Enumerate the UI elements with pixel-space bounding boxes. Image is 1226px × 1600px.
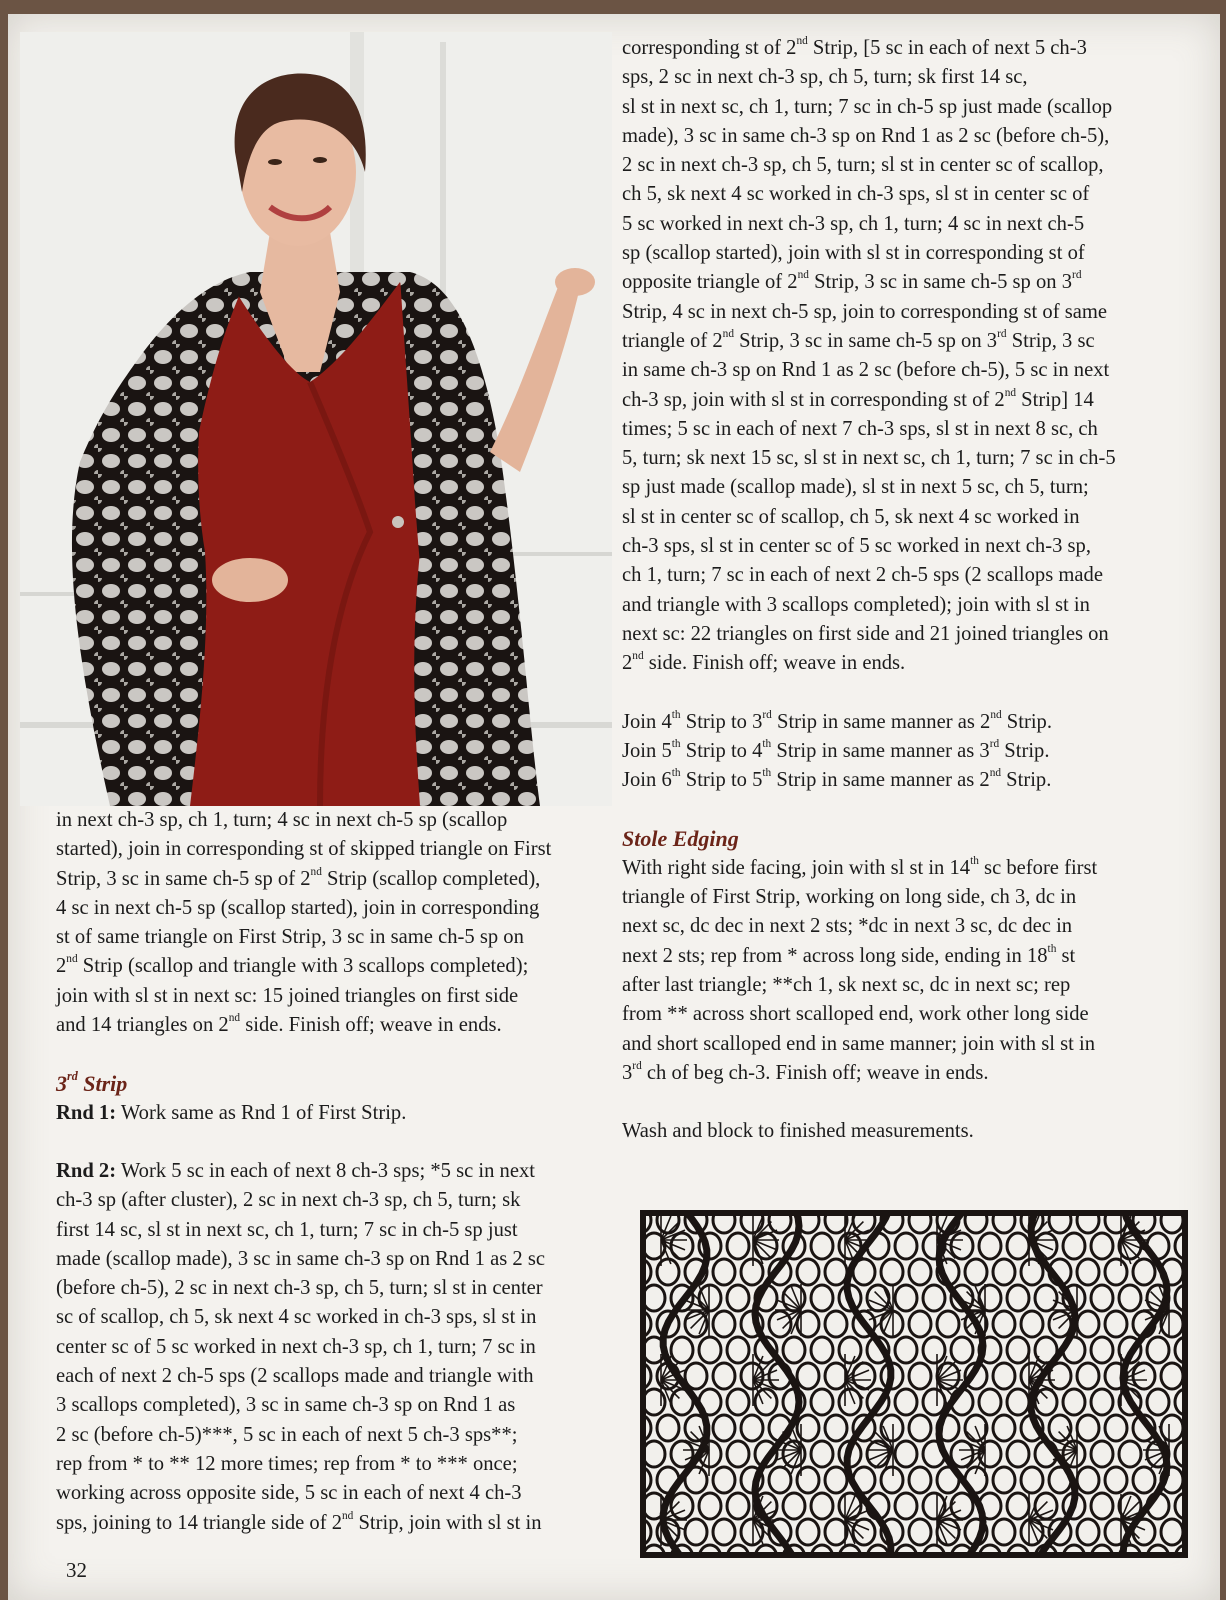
text-line: (before ch-5), 2 sc in next ch-3 sp, ch 5, turn; sl st in center bbox=[56, 1277, 543, 1300]
text-line: ch 5, sk next 4 sc worked in ch-3 sps, sl st in center sc of bbox=[622, 183, 1090, 206]
text-line: sps, joining to 14 triangle side of 2nd Strip, join with sl st in bbox=[56, 1509, 542, 1534]
page-number: 32 bbox=[66, 1558, 87, 1582]
text-line: With right side facing, join with sl st in 14th sc before first bbox=[622, 854, 1098, 879]
text-line: next sc, dc dec in next 2 sts; *dc in next 3 sc, dc dec in bbox=[622, 915, 1073, 938]
text-line: made (scallop made), 3 sc in same ch-3 sp on Rnd 1 as 2 sc bbox=[56, 1247, 545, 1270]
left-column bbox=[56, 806, 616, 1538]
text-line: in same ch-3 sp on Rnd 1 as 2 sc (before ch-5), 5 sc in next bbox=[622, 359, 1110, 382]
text-line: sc of scallop, ch 5, sk next 4 sc worked in ch-3 sps, sl st in bbox=[56, 1306, 537, 1329]
text-line: after last triangle; **ch 1, sk next sc, dc in next sc; rep bbox=[622, 973, 1071, 996]
text-line: sl st in next sc, ch 1, turn; 7 sc in ch-5 sp just made (scallop bbox=[622, 95, 1113, 118]
lace-swatch-photo bbox=[640, 1210, 1188, 1558]
text-line: made), 3 sc in same ch-3 sp on Rnd 1 as 2 sc (before ch-5), bbox=[622, 124, 1110, 147]
text-line: corresponding st of 2nd Strip, [5 sc in each of next 5 ch-3 bbox=[622, 34, 1087, 59]
text-line: 2 sc in next ch-3 sp, ch 5, turn; sl st in center sc of scallop, bbox=[622, 154, 1104, 177]
text-line: Strip, 3 sc in same ch-5 sp of 2nd Strip (scallop completed), bbox=[56, 865, 541, 890]
text-line: Strip, 4 sc in next ch-5 sp, join to corresponding st of same bbox=[622, 300, 1108, 323]
text-line: sp (scallop started), join with sl st in corresponding st of bbox=[622, 242, 1085, 265]
right-paragraph-1 bbox=[622, 34, 1202, 679]
text-line: sp just made (scallop made), sl st in next 5 sc, ch 5, turn; bbox=[622, 476, 1089, 499]
stole-edging-heading: Stole Edging bbox=[622, 826, 739, 852]
text-line: sl st in center sc of scallop, ch 5, sk next 4 sc worked in bbox=[622, 505, 1080, 528]
text-line: Join 4th Strip to 3rd Strip in same manner as 2nd Strip. bbox=[622, 708, 1053, 733]
text-line: opposite triangle of 2nd Strip, 3 sc in same ch-5 sp on 3rd bbox=[622, 269, 1082, 294]
stole-edging-paragraph bbox=[622, 854, 1202, 1088]
left-paragraph-1 bbox=[56, 806, 616, 1040]
text-line: 3 scallops completed), 3 sc in same ch-3 sp on Rnd 1 as bbox=[56, 1394, 516, 1417]
rnd1-text: Work same as Rnd 1 of First Strip. bbox=[116, 1101, 407, 1124]
right-column bbox=[622, 34, 1202, 1146]
model-photo bbox=[20, 32, 612, 806]
text-line: 4 sc in next ch-5 sp (scallop started), join in corresponding bbox=[56, 896, 540, 919]
text-line: triangle of First Strip, working on long side, ch 3, dc in bbox=[622, 886, 1077, 909]
rnd2-label: Rnd 2: bbox=[56, 1159, 117, 1182]
text-line bbox=[56, 1157, 616, 1186]
text-line: triangle of 2nd Strip, 3 sc in same ch-5 sp on 3rd Strip, 3 sc bbox=[622, 327, 1095, 352]
text-line: next 2 sts; rep from * across long side, ending in 18th st bbox=[622, 942, 1076, 967]
text-line: Join 6th Strip to 5th Strip in same manner as 2nd Strip. bbox=[622, 766, 1052, 792]
text-line: and 14 triangles on 2nd side. Finish off; weave in ends. bbox=[56, 1011, 502, 1037]
text-line: in next ch-3 sp, ch 1, turn; 4 sc in next ch-5 sp (scallop bbox=[56, 809, 508, 831]
text-line: join with sl st in next sc: 15 joined triangles on first side bbox=[56, 984, 519, 1007]
text-line: st of same triangle on First Strip, 3 sc in same ch-5 sp on bbox=[56, 926, 524, 949]
text-line: ch-3 sp, join with sl st in corresponding st of 2nd Strip] 14 bbox=[622, 386, 1094, 411]
rnd1-label: Rnd 1: bbox=[56, 1101, 117, 1124]
text-line: next sc: 22 triangles on first side and 21 joined triangles on bbox=[622, 622, 1109, 645]
text-line: 5, turn; sk next 15 sc, sl st in next sc, ch 1, turn; 7 sc in ch-5 bbox=[622, 447, 1116, 470]
join-strips-paragraph bbox=[622, 708, 1202, 796]
text-line: working across opposite side, 5 sc in each of next 4 ch-3 bbox=[56, 1482, 522, 1505]
text-line: center sc of 5 sc worked in next ch-3 sp, ch 1, turn; 7 sc in bbox=[56, 1335, 536, 1358]
rnd2-paragraph bbox=[56, 1157, 616, 1538]
lace-swatch-illustration bbox=[640, 1210, 1188, 1558]
magazine-page bbox=[8, 14, 1220, 1600]
rnd2-text: Work 5 sc in each of next 8 ch-3 sps; *5 sc in next bbox=[116, 1159, 535, 1182]
text-line: from ** across short scalloped end, work other long side bbox=[622, 1003, 1089, 1026]
text-line: 2nd Strip (scallop and triangle with 3 scallops completed); bbox=[56, 953, 529, 978]
text-line: ch 1, turn; 7 sc in each of next 2 ch-5 sps (2 scallops made bbox=[622, 564, 1103, 587]
text-line: rep from * to ** 12 more times; rep from * to *** once; bbox=[56, 1452, 518, 1475]
third-strip-heading: 3rd Strip bbox=[56, 1069, 128, 1097]
text-line: 5 sc worked in next ch-3 sp, ch 1, turn; 4 sc in next ch-5 bbox=[622, 212, 1085, 235]
rnd1-line bbox=[56, 1099, 616, 1128]
model-photo-illustration bbox=[20, 32, 612, 806]
text-line: 2nd side. Finish off; weave in ends. bbox=[622, 650, 906, 675]
text-line: each of next 2 ch-5 sps (2 scallops made and triangle with bbox=[56, 1365, 534, 1388]
text-line: ch-3 sps, sl st in center sc of 5 sc worked in next ch-3 sp, bbox=[622, 535, 1091, 558]
text-line: 3rd ch of beg ch-3. Finish off; weave in ends. bbox=[622, 1059, 989, 1084]
text-line: times; 5 sc in each of next 7 ch-3 sps, sl st in next 8 sc, ch bbox=[622, 417, 1098, 440]
text-line: started), join in corresponding st of skipped triangle on First bbox=[56, 838, 552, 861]
text-line: first 14 sc, sl st in next sc, ch 1, turn; 7 sc in ch-5 sp just bbox=[56, 1218, 518, 1241]
text-line: ch-3 sp (after cluster), 2 sc in next ch-3 sp, ch 5, turn; sk bbox=[56, 1189, 521, 1212]
text-line: 2 sc (before ch-5)***, 5 sc in each of next 5 ch-3 sps**; bbox=[56, 1423, 518, 1446]
text-line: Join 5th Strip to 4th Strip in same manner as 3rd Strip. bbox=[622, 737, 1050, 762]
text-line: and short scalloped end in same manner; join with sl st in bbox=[622, 1032, 1096, 1055]
text-line: sps, 2 sc in next ch-3 sp, ch 5, turn; sk first 14 sc, bbox=[622, 66, 1028, 89]
text-line: and triangle with 3 scallops completed); join with sl st in bbox=[622, 593, 1090, 616]
wash-instruction: Wash and block to finished measurements. bbox=[622, 1120, 974, 1143]
